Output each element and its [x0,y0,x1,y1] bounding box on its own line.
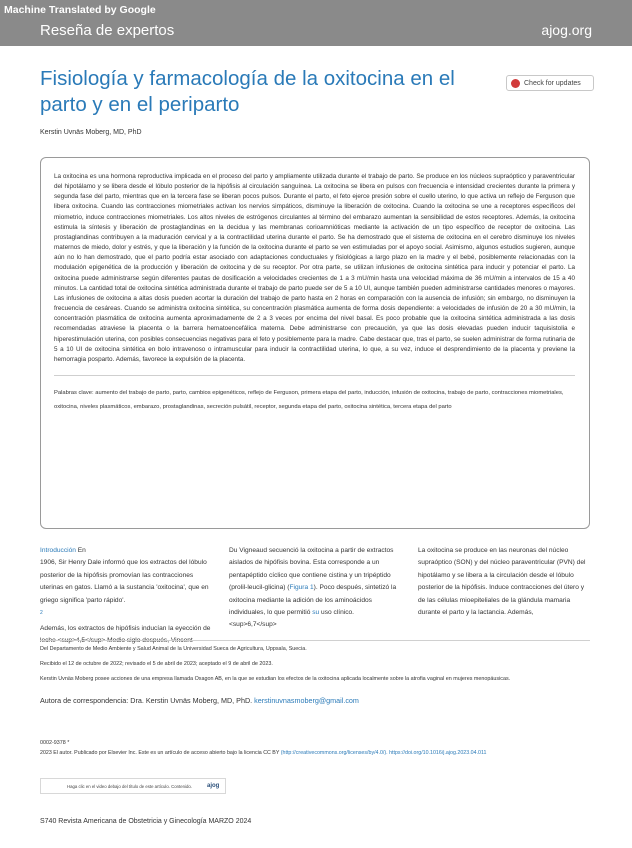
column-2-text-c: uso clínico. <sup>6,7</sup> [229,609,355,629]
section-label: Reseña de expertos [40,22,175,39]
column-2-text-b: ). Poco después, sintetizó la oxitocina mediante la adición de los aminoácidos individuales, lo que permitió [229,584,397,617]
video-badge-text: Haga clic en el video debajo del título de este artículo. Contenido. [67,783,192,789]
body-column-1 [40,545,212,647]
reference-2[interactable]: 2 [40,610,43,617]
abstract-text: La oxitocina es una hormona reproductiva implicada en el proceso del parto y ampliamente utilizada durante el trabajo de parto. Se produce en los núcleos supraóptico y paraventricular del hipotálamo y se libera desde el lóbulo posterior de la hipófisis al circulación sanguínea. La oxitocina se libera en pulsos con frecuencia e intensidad crecientes durante la primera y segunda fase del parto, mientras que en la tercera fase se liberan pocos pulsos. Durante el parto, el feto ejerce presión sobre el cuello uterino, lo que activa un reflejo de Ferguson que libera oxitocina. Cuando las contracciones miometriales activan los nervios simpáticos, disminuye la liberación de oxitocina. Cuando la oxitocina se une a receptores específicos del miometrio, induce contracciones miometriales. Los altos niveles de estrógenos circulantes al término del embarazo aumentan la sensibilidad de estos receptores. Además, la oxitocina estimula la síntesis y liberación de prostaglandinas en la decidua y las membranas corioamnióticas mediante la activación de un tipo específico de receptor de oxitocina. Las prostaglandinas contribuyen a la maduración cervical y a la contractilidad uterina durante el parto. Se ha demostrado que el sistema de oxitocina en el cerebro disminuye los niveles maternos de miedo, dolor y estrés, y que la liberación y la función de la oxitocina durante el parto se ven estimuladas por el apoyo social. Asimismo, algunos estudios sugieren, aunque aún no lo han demostrado, que el parto podría estar asociado con adaptaciones conductuales y fisiológicas a largo plazo en la madre y el bebé, posiblemente relacionadas con la modulación epigenética de la producción y liberación de oxitocina y de su receptor. Por otra parte, se utilizan infusiones de oxitocina sintética para inducir y potenciar el parto. La oxitocina puede administrarse según diferentes pautas de dosificación a velocidades crecientes de 1 a 3 mU/min hasta una velocidad máxima de 36 mU/min a intervalos de 15 a 40 minutos. La cantidad total de oxitocina sintética administrada durante el trabajo de parto puede ser de 5 a 10 UI, aunque también pueden administrarse cantidades menores o mayores. Las infusiones de oxitocina a altas dosis pueden acortar la duración del trabajo de parto hasta en 2 horas en comparación con la ausencia de infusión; sin embargo, no disminuyen la frecuencia de cesáreas. Cuando se administra oxitocina sintética, su concentración plasmática aumenta de forma dosis dependiente: a velocidades de infusión de 20 a 30 mU/min, la concentración plasmática de oxitocina aumenta aproximadamente de 2 a 3 veces por encima del nivel basal. Es poco probable que la oxitocina sintética administrada a las dosis recomendadas atraviese la placenta o la barrera hematoencefálica materna. Debe administrarse con precaución, ya que las dosis elevadas pueden inducir taquisistolia e hiperestimulación uterina, con posibles consecuencias negativas para el feto y posiblemente para la madre. Cabe destacar que, tras el parto, se suelen administrar de forma rutinaria de 5 a 10 UI de oxitocina sintética en bolo intravenoso o intramuscular para inducir la contractilidad uterina, lo que, a su vez, induce el desprendimiento de la placenta y previene la hemorragia posparto. Además, favorece la expulsión de la placenta. [54,173,575,363]
ajog-logo: ajog [207,783,220,789]
machine-translated-label: Machine Translated by Google [4,4,156,16]
check-updates-button[interactable] [506,75,594,91]
su-link[interactable]: su [312,609,320,617]
disclosure: Kerstin Uvnäs Moberg posee acciones de una empresa llamada Oxagon AB, en la que se estudian los efectos de la oxitocina aplicada localmente sobre la atrofia vaginal en mujeres menopáusicas. [40,676,511,682]
check-updates-label: Check for updates [524,79,581,87]
author-line: Kerstin Uvnäs Moberg, MD, PhD [40,129,142,136]
issn: 0002-9378 * [40,740,70,746]
abstract-box [40,157,590,529]
header-banner [0,0,632,46]
received-dates: Recibido el 12 de octubre de 2022; revisado el 5 de abril de 2023; aceptado el 9 de abril de 2023. [40,661,273,667]
check-updates-icon [511,79,520,88]
column-1-text: 1906, Sir Henry Dale informó que los extractos del lóbulo posterior de la hipófisis promovían las contracciones uterinas en gatos. Llamó a la sustancia 'oxitocina', que en griego significa 'parto rápido'. [40,559,209,604]
journal-site-link[interactable]: ajog.org [541,22,592,38]
introduction-heading[interactable]: Introducción [40,547,76,554]
correspondence [40,696,359,705]
keywords: Palabras clave: aumento del trabajo de parto, parto, cambios epigenéticos, reflejo de Ferguson, primera etapa del parto, inducción, infusión de oxitocina, trabajo de parto, contracciones miometriales, oxitocina, niveles plasmáticos, embarazo, prostaglandinas, secreción pulsátil, receptor, segunda etapa del parto, oxitocina sintética, tercera etapa del parto [54,389,564,411]
correspondence-email[interactable]: kerstinuvnasmoberg@gmail.com [254,696,359,705]
article-title: Fisiología y farmacología de la oxitocina en el parto y en el periparto [40,67,455,116]
meta-divider [40,640,590,641]
correspondence-label: Autora de correspondencia: Dra. Kerstin Uvnäs Moberg, MD, PhD. [40,696,253,705]
license-url[interactable]: (http://creativecommons.org/licenses/by/4.0/). https://doi.org/10.1016/j.ajog.2023.04.011 [280,750,487,756]
intro-en: En [77,547,86,554]
column-1-text-2: Además, los extractos de hipófisis inducían la eyección de [40,624,211,632]
figure-1-link[interactable]: Figura 1 [289,584,314,592]
video-badge[interactable] [40,778,226,794]
column-3-text: La oxitocina se produce en las neuronas del núcleo supraóptico (SON) y del núcleo paraventricular (PVN) del hipotálamo y se libera a la circulación desde el lóbulo posterior de la hipófisis. Induce contracciones del útero y de las células mioepiteliales de la glándula mamaria durante el parto y la lactancia. Además, [418,547,586,617]
license-text: 2023 El autor. Publicado por Elsevier Inc. Este es un artículo de acceso abierto bajo la licencia CC BY [40,750,280,756]
page-footer: S740 Revista Americana de Obstetricia y Ginecología MARZO 2024 [40,818,252,825]
column-2-text-a: Du Vigneaud secuenció la oxitocina a partir de extractos aislados de hipófisis bovina. Esta corresponde a un pentapéptido cíclico que contiene cistina y un tripéptido (prolil-leucil-glicina) ( [229,547,394,592]
license [40,750,486,756]
abstract-divider [54,375,575,376]
affiliation: Del Departamento de Medio Ambiente y Salud Animal de la Universidad Sueca de Agricultura, Uppsala, Suecia. [40,646,307,652]
body-column-3 [418,545,590,619]
body-column-2 [229,545,401,632]
